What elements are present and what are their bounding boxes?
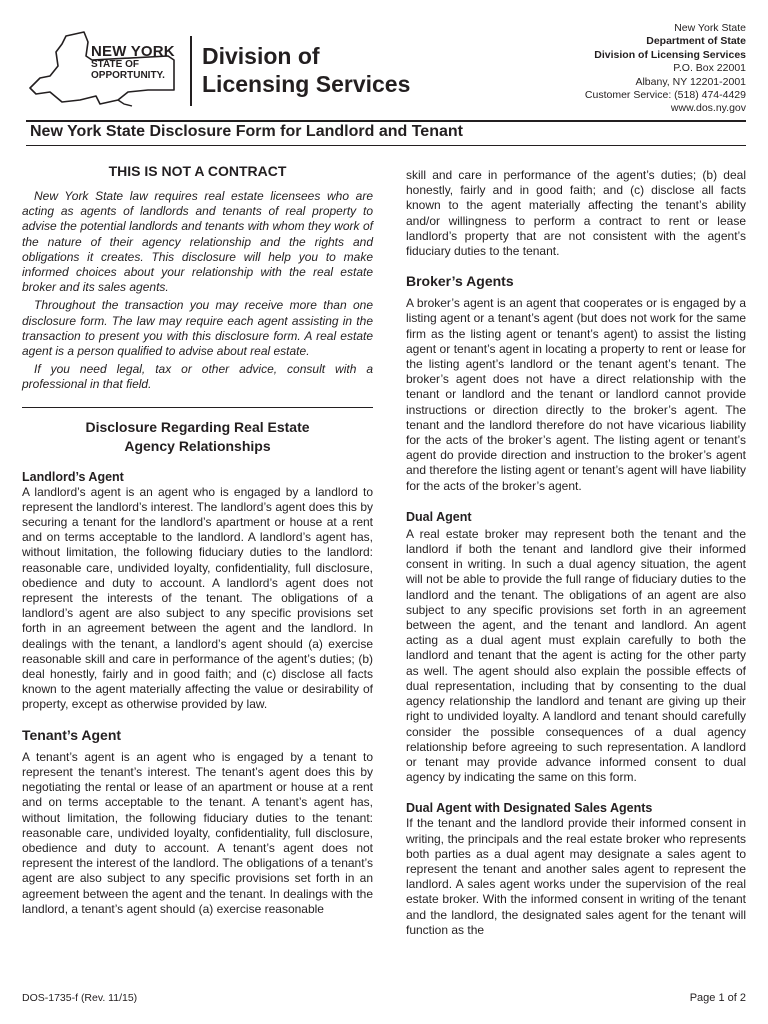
logo-division-name: Division of Licensing Services [202, 43, 411, 97]
address-line-website: www.dos.ny.gov [670, 102, 746, 115]
brokers-agents-heading: Broker’s Agents [406, 273, 514, 290]
nys-dos-logo [28, 30, 411, 110]
dual-agent-designated-heading: Dual Agent with Designated Sales Agents [406, 801, 653, 816]
logo-brand-line2: STATE OF OPPORTUNITY. [91, 59, 165, 81]
left-column [22, 163, 373, 917]
not-a-contract-heading: THIS IS NOT A CONTRACT [108, 163, 287, 179]
form-title: New York State Disclosure Form for Landlord and Tenant [30, 123, 463, 140]
tenants-agent-body: A tenant’s agent is an agent who is engaged by a tenant to represent the tenant’s interest. The tenant’s agent does this by negotiating the rental or lease of an apartment or house at a rent and on terms acceptable to the tenant. A tenant’s agent has, without limitation, the following fiduciary duties to the tenant: reasonable care, undivided loyalty, confidentiality, full disclosure, obedience and duty to account. A tenant’s agent does not represent the interest of the landlord. The obligations of a tenant’s agent are also subject to any specific provisions set forth in an agreement between the agent and the tenant. In dealings with the landlord, a tenant’s agent should (a) exercise reasonable [22, 749, 373, 916]
form-id: DOS-1735-f (Rev. 11/15) [22, 992, 138, 1004]
disclosure-section-heading: Disclosure Regarding Real Estate Agency Relationships [85, 418, 310, 454]
address-line-division: Division of Licensing Services [594, 48, 746, 61]
intro-paragraph-3: If you need legal, tax or other advice, consult with a professional in that field. [22, 362, 373, 392]
landlords-agent-body: A landlord’s agent is an agent who is engaged by a landlord to represent the landlord’s interest. The landlord’s agent does this by securing a tenant for the landlord’s apartment or house at a rent and on terms acceptable to the landlord. A landlord’s agent has, without limitation, the following fiduciary duties to the landlord: reasonable care, undivided loyalty, confidentiality, full disclosure, obedience and duty to account. A landlord’s agent does not represent the interests of the tenant. The obligations of a landlord’s agent are also subject to any specific provisions set forth in an agreement between the agent and the landlord. In dealings with the tenant, a landlord’s agent should (a) exercise reasonable skill and care in performance of the agent’s duties; (b) deal honestly, fairly and in good faith; and (c) disclose all facts known to the agent materially affecting the value or desirability of property, except as otherwise provided by law. [22, 484, 373, 712]
header-rule-bottom [26, 145, 746, 146]
landlords-agent-heading: Landlord’s Agent [22, 469, 124, 484]
header-rule-top [26, 120, 746, 122]
brokers-agents-body: A broker’s agent is an agent that cooperates or is engaged by a listing agent or a tenant’s agent (but does not work for the same firm as the listing agent or tenant’s agent) to assist the listing agent or tenant’s agent in locating a property to rent or lease for the listing agent’s landlord or the tenant agent’s tenant. The broker’s agent does not have a direct relationship with the tenant or landlord and the tenant or landlord cannot provide instructions or direction directly to the broker’s agent. The tenant and the landlord therefore do not have vicarious liability for the acts of the broker’s agent. The listing agent or tenant’s agent do provide direction and instruction to the broker’s agent and therefore the listing agent or tenant’s agent will have liability for the acts of the broker’s agent. [406, 296, 746, 493]
address-line-department: Department of State [646, 35, 746, 48]
tenants-agent-body-continued: skill and care in performance of the agent’s duties; (b) deal honestly, fairly and in good faith; and (c) disclose all facts known to the agent materially affecting the tenant’s ability and/or willingness to perform a contract to rent or lease landlord’s property that are not consistent with the agent’s fiduciary duties to the tenant. [406, 168, 746, 259]
right-column [406, 168, 746, 938]
address-line-city: Albany, NY 12201-2001 [635, 75, 746, 88]
section-divider [22, 407, 373, 408]
page-number: Page 1 of 2 [689, 992, 746, 1004]
dual-agent-designated-body: If the tenant and the landlord provide their informed consent in writing, the principals and the real estate broker who represents both parties as a dual agent may designate a sales agent to represent the tenant and another sales agent to represent the landlord. A sales agent works under the supervision of the real estate broker. With the informed consent in writing of the tenant and the landlord, the designated sales agent for the tenant will function as the [406, 816, 746, 937]
address-line-pobox: P.O. Box 22001 [673, 62, 746, 75]
logo-divider [190, 36, 192, 106]
agency-address-block [585, 22, 746, 116]
intro-paragraph-2: Throughout the transaction you may receive more than one disclosure form. The law may require each agent assisting in the transaction to present you with this disclosure form. A real estate agent is a person qualified to advise about real estate. [22, 298, 373, 359]
intro-paragraph-1: New York State law requires real estate licensees who are acting as agents of landlords and tenants of real property to advise the potential landlords and tenants with whom they work of the nature of their agency relationship and the rights and obligations it creates. This disclosure will help you to make informed choices about your relationship with the real estate broker and its sales agents. [22, 189, 373, 295]
dual-agent-heading: Dual Agent [406, 509, 472, 524]
address-line-state: New York State [674, 22, 746, 34]
address-line-phone: Customer Service: (518) 474-4429 [584, 89, 746, 102]
logo-brand-line1: NEW YORK [91, 43, 175, 60]
tenants-agent-heading: Tenant’s Agent [22, 726, 122, 743]
dual-agent-body: A real estate broker may represent both the tenant and the landlord if both the tenant and landlord give their informed consent in writing. In such a dual agency situation, the agent will not be able to provide the full range of fiduciary duties to the landlord and the tenant. The obligations of an agent are also subject to any specific provisions set forth in an agreement between the agent, and the tenant and landlord. An agent acting as a dual agent must explain carefully to both the landlord and tenant that the agent is acting for the other party as well. The agent should also explain the possible effects of dual representation, including that by consenting to the dual agency relationship the landlord and tenant are giving up their right to undivided loyalty. A landlord and tenant should carefully consider the possible consequences of a dual agency relationship before agreeing to such representation. A landlord or tenant may provide advance informed consent to dual agency by indicating the same on this form. [406, 526, 746, 785]
